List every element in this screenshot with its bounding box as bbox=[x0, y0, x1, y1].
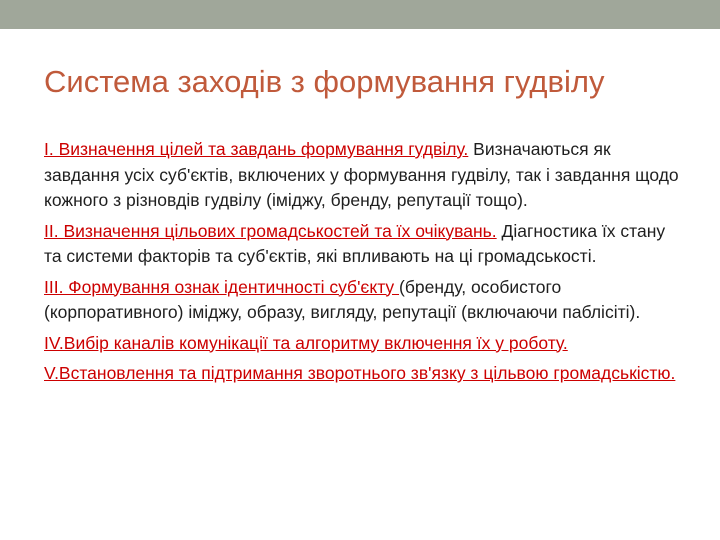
item-1-body: Визначаються як завдання усіх суб'єктів, включених у формування гудвілу, так і завдання щодо кожного з різновдів гудвілу (іміджу, бренду, репутації тощо). bbox=[44, 139, 679, 210]
list-item-2 bbox=[44, 219, 684, 270]
item-3-body: (бренду, особистого (корпоративного) іміджу, образу, вигляду, репутації (включаючи паблісіті). bbox=[44, 276, 641, 322]
item-3-heading-link[interactable]: ІІІ. Формування ознак ідентичності суб'єкту bbox=[44, 276, 400, 297]
item-5-heading-link[interactable]: V.Встановлення та підтримання зворотнього зв'язку з цільвою громадськістю. bbox=[44, 363, 676, 383]
list-item-4 bbox=[44, 331, 684, 357]
list-item-5 bbox=[44, 361, 684, 387]
item-2-heading-link[interactable]: ІІ. Визначення цільових громадськостей та їх очікувань. bbox=[44, 220, 497, 241]
slide-content bbox=[44, 137, 684, 392]
top-decorative-bar bbox=[0, 0, 720, 29]
item-2-body: Діагностика їх стану та системи факторів та суб'єктів, які впливають на ці громадськості. bbox=[44, 220, 666, 266]
item-4-heading-link[interactable]: IV.Вибір каналів комунікації та алгоритму включення їх у роботу. bbox=[44, 332, 568, 353]
slide-title: Система заходів з формування гудвілу bbox=[44, 64, 605, 99]
item-1-heading-link[interactable]: І. Визначення цілей та завдань формування гудвілу. bbox=[44, 139, 469, 159]
list-item-1 bbox=[44, 137, 684, 214]
list-item-3 bbox=[44, 275, 684, 326]
